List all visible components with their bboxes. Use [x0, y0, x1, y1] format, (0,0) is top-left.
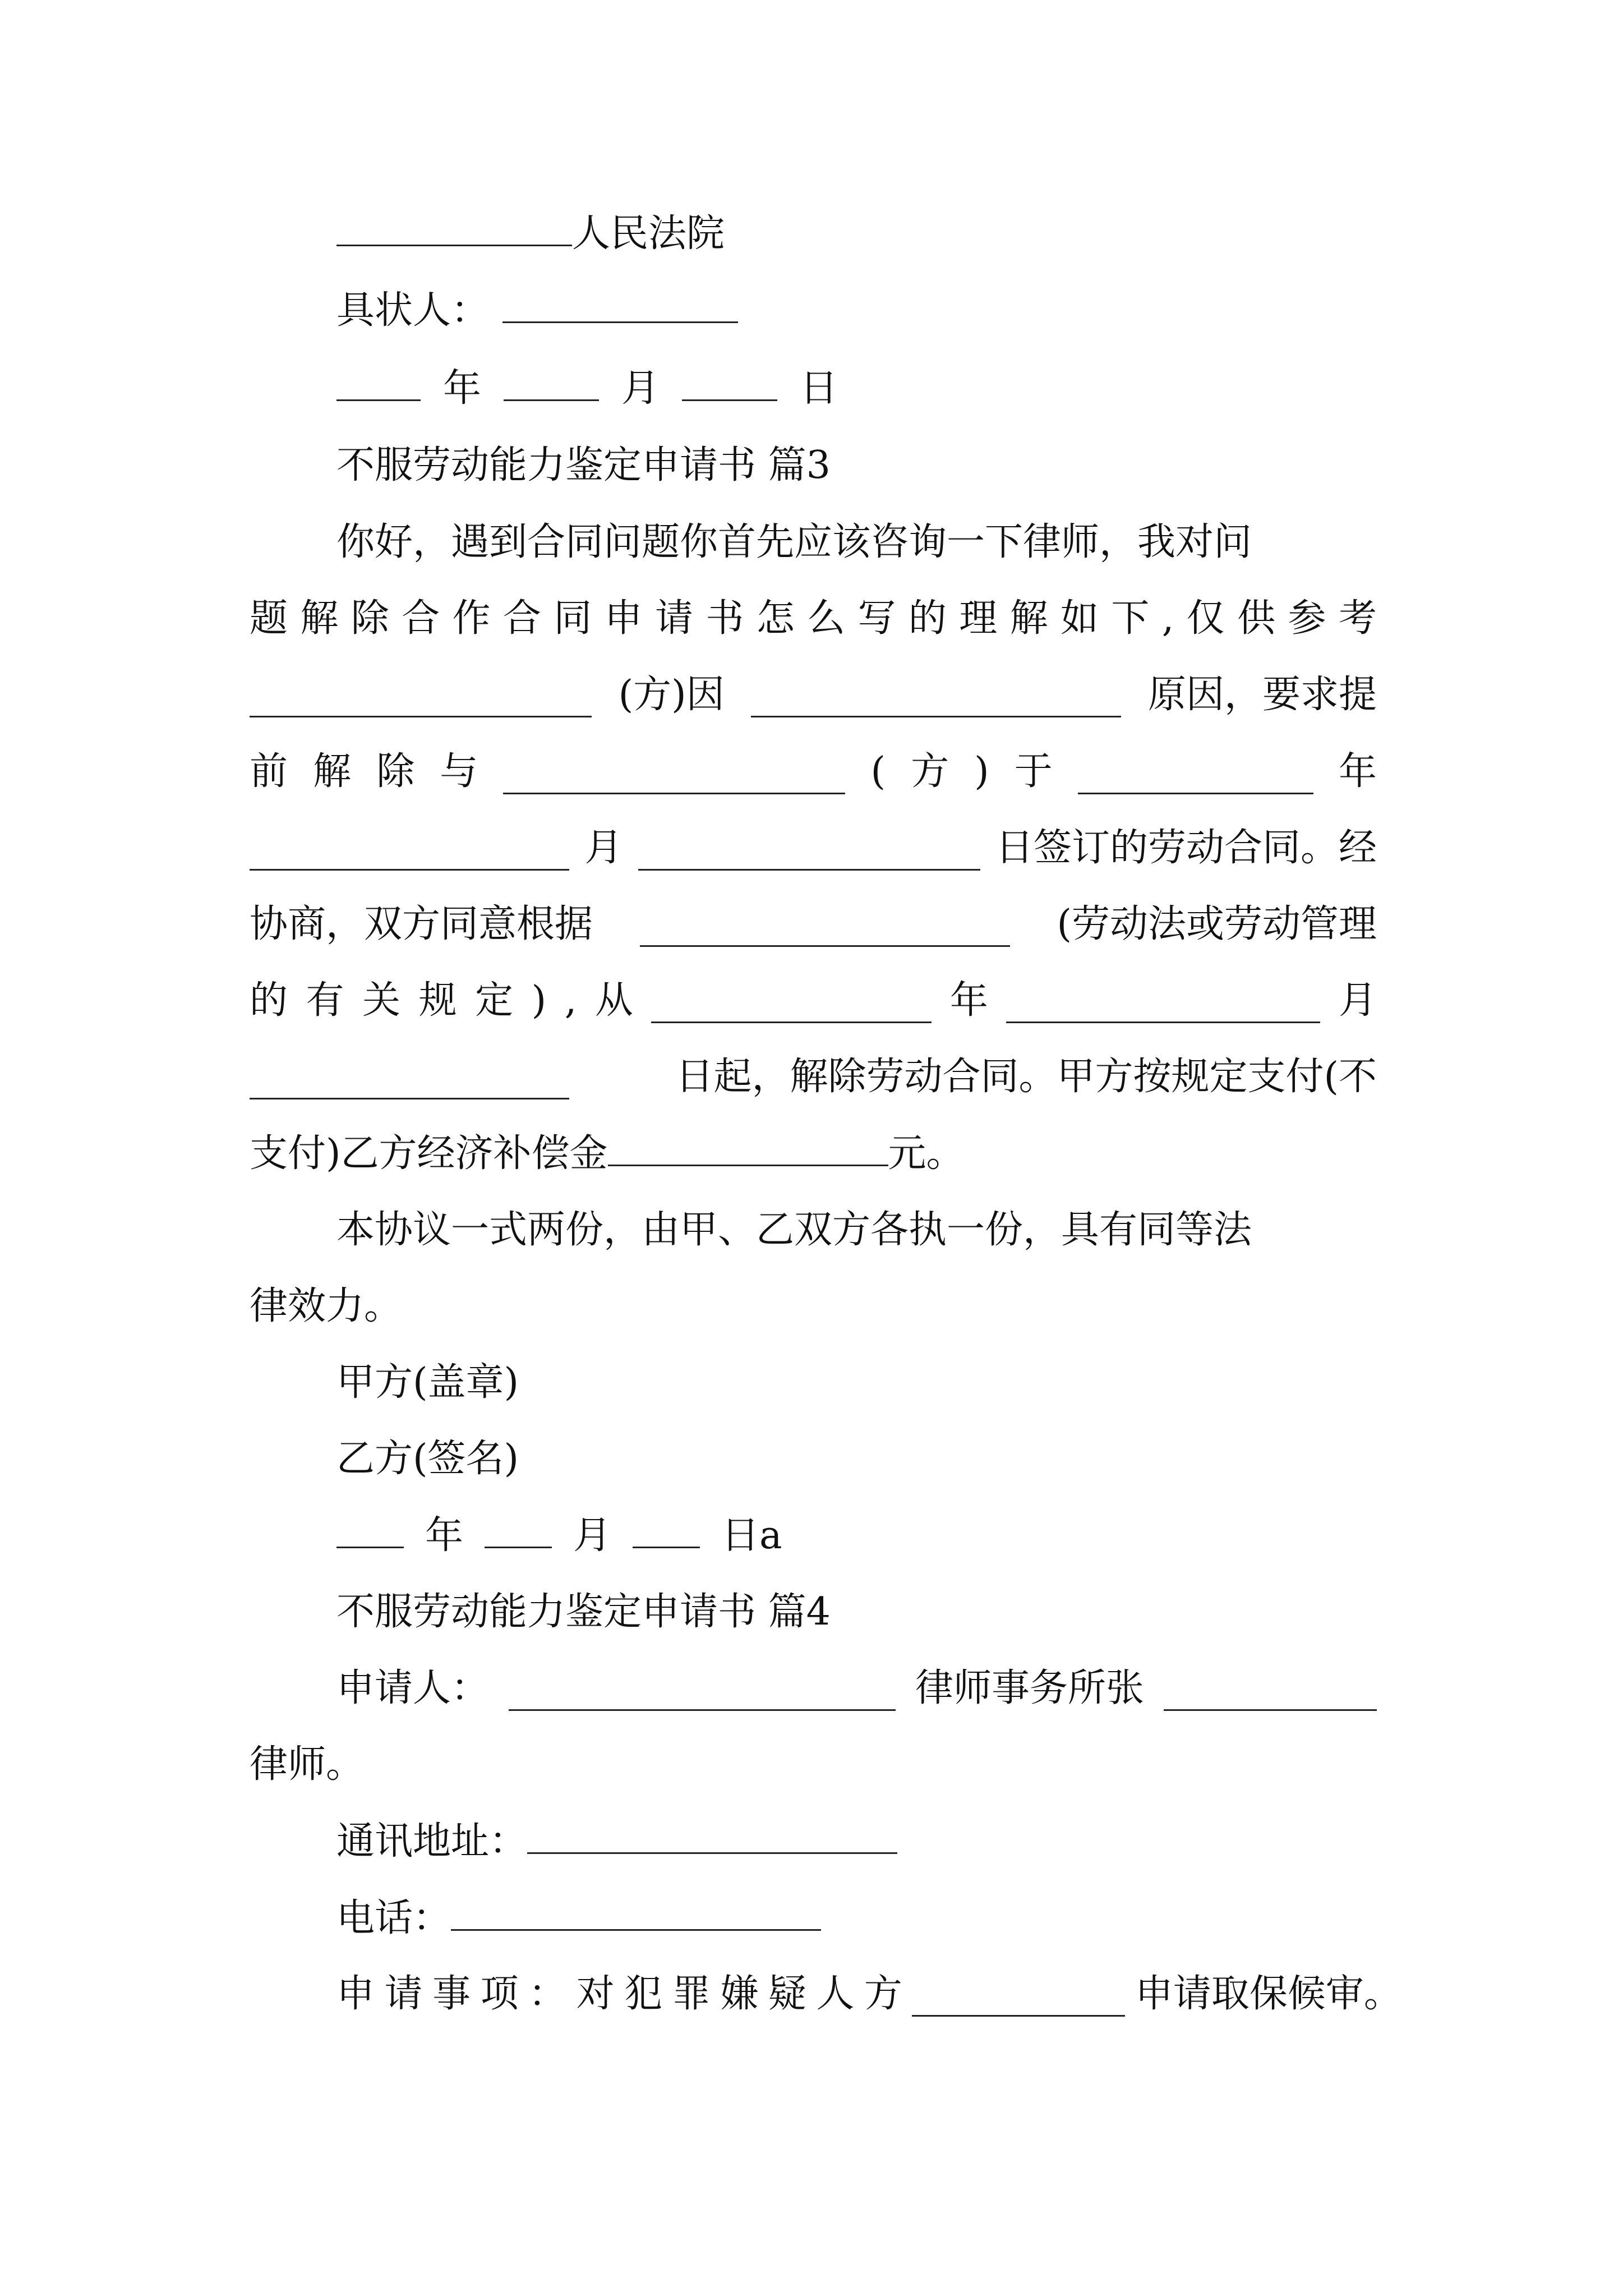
- matter-char: 请: [384, 1972, 423, 2016]
- intro-char: 参: [1288, 596, 1326, 641]
- intro-char: 么: [807, 596, 846, 641]
- l4-blank-1[interactable]: [503, 759, 845, 794]
- intro-char: 书: [706, 596, 744, 641]
- applicant-firm-blank[interactable]: [509, 1676, 896, 1711]
- month-blank-2[interactable]: [485, 1513, 552, 1548]
- suspect-blank[interactable]: [912, 1981, 1125, 2017]
- form-line-5: [250, 826, 1377, 871]
- l7-char: 定: [475, 978, 514, 1023]
- section-3-heading: 不服劳动能力鉴定申请书 篇3: [336, 443, 831, 487]
- l7-char: 的: [250, 978, 288, 1023]
- matter-char: 对: [576, 1972, 615, 2016]
- year-blank-2[interactable]: [336, 1513, 404, 1548]
- l7-month: 月: [1338, 978, 1377, 1023]
- month-label: 月: [621, 366, 660, 411]
- l5-text: 日签订的劳动合同。经: [995, 826, 1377, 870]
- matter-char: 犯: [624, 1972, 663, 2016]
- phone-blank[interactable]: [451, 1895, 821, 1931]
- l4-char: 于: [1014, 749, 1053, 794]
- party-a-line: 甲方(盖章): [336, 1360, 519, 1405]
- matter-char: 人: [816, 1972, 855, 2016]
- plaintiff-line: [336, 288, 738, 333]
- phone-line: [336, 1895, 821, 1940]
- intro-char: 合: [402, 596, 440, 641]
- reason-blank[interactable]: [751, 682, 1121, 717]
- intro-char: 作: [452, 596, 491, 641]
- applicant-label: 申请人：: [336, 1666, 490, 1710]
- matter-char: 罪: [672, 1972, 711, 2016]
- party-blank-1[interactable]: [250, 682, 592, 717]
- l7-char: 规: [418, 978, 457, 1023]
- l5-blank-2[interactable]: [638, 835, 980, 871]
- party-text-1: (方)因: [618, 673, 725, 717]
- day-label-2: 日a: [721, 1513, 782, 1558]
- day-blank[interactable]: [682, 366, 777, 401]
- applicant-line: [336, 1666, 1377, 1711]
- date-line-2: [336, 1513, 782, 1558]
- intro-char: 写: [857, 596, 896, 641]
- intro-char: 申: [604, 596, 643, 641]
- plaintiff-label: 具状人：: [336, 288, 490, 333]
- l4-char: ): [974, 749, 989, 794]
- l7-year: 年: [949, 978, 988, 1023]
- agreement-line-2: 律效力。: [250, 1284, 403, 1328]
- intro-char: 如: [1061, 596, 1099, 641]
- court-line: [336, 211, 725, 256]
- court-blank[interactable]: [336, 211, 572, 246]
- form-line-7: [250, 978, 1377, 1023]
- l4-char: 与: [440, 749, 478, 794]
- l4-char: 方: [911, 749, 949, 794]
- matter-char: ：: [528, 1972, 567, 2016]
- l8-blank[interactable]: [250, 1064, 569, 1099]
- l7-blank-2[interactable]: [1006, 988, 1320, 1023]
- court-text: 人民法院: [572, 211, 725, 256]
- address-blank[interactable]: [527, 1819, 897, 1854]
- form-line-4: [250, 749, 1377, 794]
- intro-line-1: 你好，遇到合同问题你首先应该咨询一下律师，我对问: [336, 520, 1252, 564]
- form-line-8: [250, 1055, 1377, 1099]
- intro-char: 仅: [1186, 596, 1225, 641]
- l8-text: 日起，解除劳动合同。甲方按规定支付(不: [675, 1055, 1377, 1099]
- l9-text: 支付)乙方经济补偿金: [250, 1131, 608, 1176]
- day-label: 日: [800, 366, 838, 411]
- matter-char: 事: [432, 1972, 471, 2016]
- matter-char: 方: [864, 1972, 902, 2016]
- l4-char: 除: [376, 749, 415, 794]
- matter-char: 项: [480, 1972, 519, 2016]
- intro-char: 题: [250, 596, 288, 641]
- month-blank[interactable]: [504, 366, 599, 401]
- compensation-blank[interactable]: [608, 1131, 888, 1166]
- year-label: 年: [443, 366, 482, 411]
- l7-char: 从: [594, 978, 633, 1023]
- phone-label: 电话：: [336, 1896, 451, 1940]
- matter-char: 嫌: [720, 1972, 759, 2016]
- party-b-line: 乙方(签名): [336, 1437, 519, 1481]
- month-label-2: 月: [573, 1513, 612, 1558]
- matter-char: 申: [336, 1972, 375, 2016]
- plaintiff-blank[interactable]: [502, 288, 738, 323]
- l5-blank-1[interactable]: [250, 835, 569, 871]
- l7-char: 关: [362, 978, 401, 1023]
- agreement-line-1: 本协议一式两份，由甲、乙双方各执一份，具有同等法: [336, 1208, 1252, 1252]
- l4-char: 前: [250, 749, 288, 794]
- intro-char: 除: [351, 596, 389, 641]
- day-blank-2[interactable]: [633, 1513, 700, 1548]
- intro-char: 同: [554, 596, 592, 641]
- l4-char: (: [870, 749, 886, 794]
- matter-line: [336, 1972, 1402, 2017]
- intro-char: 的: [908, 596, 947, 641]
- lawyer-name-blank[interactable]: [1164, 1676, 1377, 1711]
- l7-char: ): [531, 978, 547, 1023]
- l7-char: 有: [306, 978, 344, 1023]
- intro-char: 合: [502, 596, 541, 641]
- l7-char: ,: [564, 978, 577, 1023]
- l4-year: 年: [1338, 749, 1377, 794]
- intro-char: 理: [959, 596, 998, 641]
- applicant-mid: 律师事务所张: [915, 1666, 1144, 1710]
- l7-blank-1[interactable]: [651, 988, 932, 1023]
- intro-char: 解: [1009, 596, 1048, 641]
- date-line-1: [336, 366, 838, 411]
- l6-blank[interactable]: [640, 912, 1010, 947]
- year-label-2: 年: [425, 1513, 464, 1558]
- intro-char: 怎: [756, 596, 795, 641]
- reason-text: 原因，要求提: [1147, 673, 1377, 717]
- intro-char: 请: [655, 596, 694, 641]
- form-line-3: [250, 673, 1377, 717]
- matter-end: 申请取保候审。: [1135, 1972, 1402, 2016]
- address-label: 通讯地址：: [336, 1819, 528, 1864]
- matter-char: 疑: [768, 1972, 806, 2016]
- form-line-6: [250, 902, 1377, 947]
- intro-char: 考: [1338, 596, 1377, 641]
- l5-month: 月: [584, 826, 623, 870]
- l4-char: 解: [313, 749, 352, 794]
- form-line-9: [250, 1131, 965, 1176]
- year-blank[interactable]: [336, 366, 421, 401]
- address-line: [336, 1819, 897, 1864]
- l4-blank-2[interactable]: [1078, 759, 1313, 794]
- section-4-heading: 不服劳动能力鉴定申请书 篇4: [336, 1590, 831, 1634]
- intro-char: 供: [1237, 596, 1276, 641]
- l6-text2: (劳动法或劳动管理: [1057, 902, 1377, 946]
- intro-char: ,: [1161, 596, 1174, 641]
- l9-unit: 元。: [888, 1131, 965, 1176]
- intro-char: 解: [300, 596, 339, 641]
- l6-text: 协商，双方同意根据: [250, 902, 593, 946]
- intro-line-2: [250, 596, 1377, 641]
- applicant-end: 律师。: [250, 1742, 365, 1787]
- intro-char: 下: [1111, 596, 1150, 641]
